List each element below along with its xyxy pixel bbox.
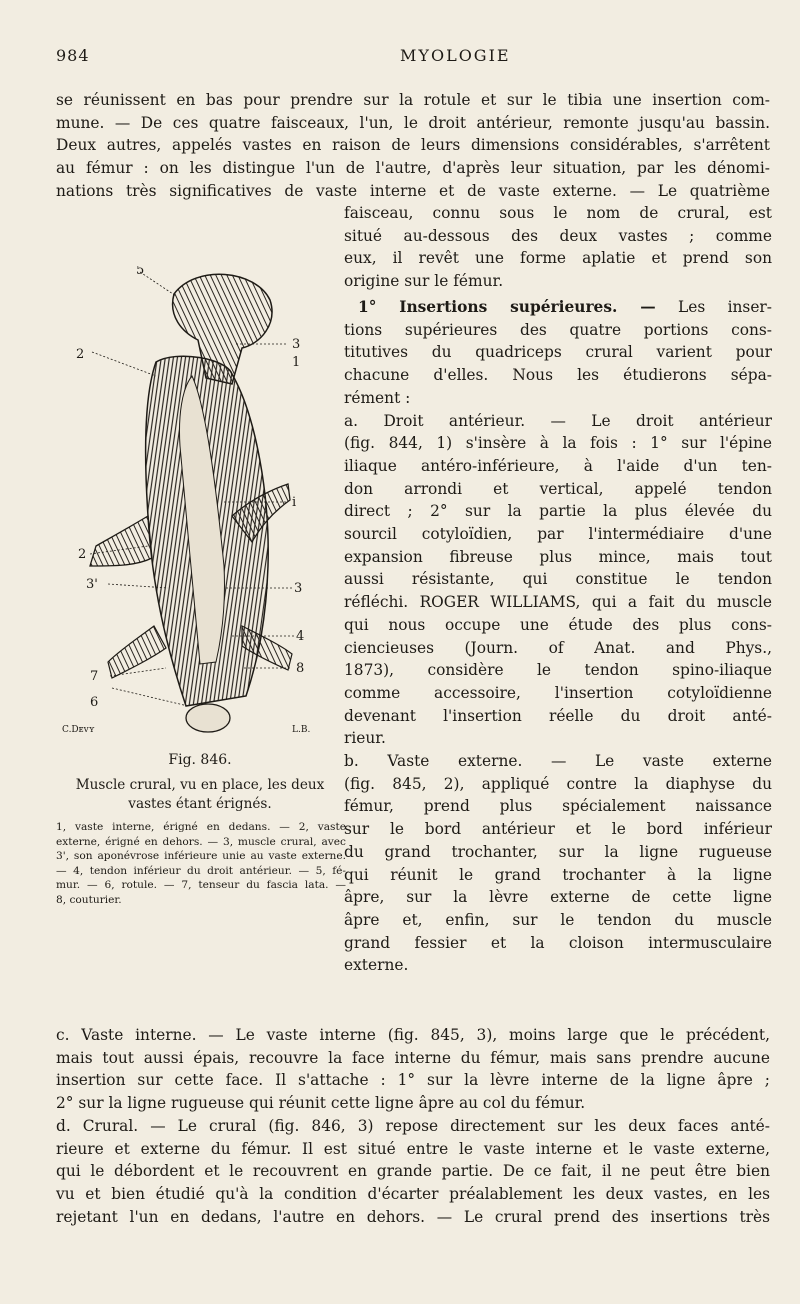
figure-label: i [292,495,297,510]
text-line: expansion fibreuse plus mince, mais tout [344,547,772,566]
text-line: ciencieuses (Journ. of Anat. and Phys., [344,638,772,657]
text-line: au fémur : on les distingue l'un de l'autre, d'après leur situation, par les dénomi- [56,159,770,178]
engraver-signature: L.B. [292,725,311,735]
text-line: chacune d'elles. Nous les étudierons sépa- [344,366,772,385]
text-line: aussi résistante, qui constitue le tendon [344,570,772,589]
text-line: qui nous occupe une étude des plus cons- [344,615,772,634]
figure-label: 1 [292,355,301,370]
text-line: rément : [344,388,411,407]
legend-line: 3', son aponévrose inférieure unie au vaste externe. [56,850,346,863]
right-column-text-a [344,202,772,293]
text-line: (fig. 845, 2), appliqué contre la diaphyse du [344,774,772,793]
text-line: tions supérieures des quatre portions cons- [344,320,772,339]
text-line: eux, il revêt une forme aplatie et prend son [344,249,772,268]
text-line: sur le bord antérieur et le bord inférieur [344,820,772,839]
text-line: insertion sur cette face. Il s'attache : 1° sur la lèvre interne de la ligne âpre ; [56,1071,770,1090]
page-number: 984 [56,46,90,65]
text-line: a. Droit antérieur. — Le droit antérieur [344,411,772,430]
text-line: don arrondi et vertical, appelé tendon [344,479,772,498]
text-line: grand fessier et la cloison intermusculaire [344,933,772,952]
caption-line: Muscle crural, vu en place, les deux [75,777,325,793]
full-width-text [56,1024,770,1228]
right-column-text-b [344,296,772,977]
text-line: externe. [344,956,409,975]
text-line: (fig. 844, 1) s'insère à la fois : 1° sur l'épine [344,434,772,453]
legend-line: externe, érigné en dehors. — 3, muscle crural, avec [56,835,346,848]
text-line: nations très significatives de vaste interne et de vaste externe. — Le quatrième [56,181,770,200]
thigh-muscle-illustration [56,266,346,736]
caption-line: vastes étant érignés. [128,796,272,812]
text-line: comme accessoire, l'insertion cotyloïdienne [344,683,772,702]
text-line: origine sur le fémur. [344,272,504,291]
text-line: mais tout aussi épais, recouvre la face interne du fémur, mais sans prendre aucune [56,1048,770,1067]
text-line: c. Vaste interne. — Le vaste interne (fig. 845, 3), moins large que le précédent, [56,1026,770,1044]
text-line: devenant l'insertion réelle du droit anté- [344,706,772,725]
figure-label: 2 [78,547,87,562]
text-line: 1873), considère le tendon spino-iliaque [344,661,772,680]
text-line: rieure et externe du fémur. Il est situé entre le vaste interne et le vaste externe, [56,1139,770,1158]
figure-caption [56,776,344,814]
text-line: qui le débordent et le recouvrent en grande partie. De ce fait, il ne peut être bien [56,1162,770,1181]
text-line: rieur. [344,729,386,748]
anatomical-figure [56,266,346,736]
text-line: faisceau, connu sous le nom de crural, est [344,204,772,222]
vaste-externe-flap [90,516,152,566]
text-line: mune. — De ces quatre faisceaux, l'un, le droit antérieur, remonte jusqu'au bassin. [56,113,770,132]
text-line: se réunissent en bas pour prendre sur la rotule et sur le tibia une insertion com- [56,91,770,109]
text-line: iliaque antéro-inférieure, à l'aide d'un ten- [344,456,772,475]
running-title: MYOLOGIE [400,46,511,65]
figure-label: 4 [296,629,305,644]
section-heading: 1° Insertions supérieures. — [358,298,656,316]
figure-label: 3 [294,581,303,596]
text-line: situé au-dessous des deux vastes ; comme [344,226,772,245]
figure-label: 5 [136,266,145,278]
text-line: vu et bien étudié qu'à la condition d'écarter préalablement les deux vastes, en les [56,1184,770,1203]
text-line: âpre et, enfin, sur le tendon du muscle [344,910,772,929]
page-header [56,46,772,72]
figure-label: 3' [86,577,98,592]
figure-legend [56,820,346,908]
text-line: du grand trochanter, sur la ligne rugueuse [344,842,772,861]
text-line: direct ; 2° sur la partie la plus élevée du [344,502,772,521]
legend-line: 1, vaste interne, érigné en dedans. — 2, vaste [56,821,346,833]
figure-number: Fig. 846. [168,752,232,768]
engraver-signature: C.Dᴇᴠʏ [62,725,95,735]
legend-line: — 4, tendon inférieur du droit antérieur. — 5, fé- [56,864,346,877]
figure-label: 3 [292,337,301,352]
text-line: réfléchi. ROGER WILLIAMS, qui a fait du muscle [344,593,772,612]
text-line: qui réunit le grand trochanter à la ligne [344,865,772,884]
text-line: âpre, sur la lèvre externe de cette ligne [344,888,772,907]
text-line: titutives du quadriceps crural varient pour [344,343,772,362]
text-line: fémur, prend plus spécialement naissance [344,797,772,816]
figure-label: 7 [90,669,99,684]
text-line: b. Vaste externe. — Le vaste externe [344,752,772,771]
text-line: rejetant l'un en dedans, l'autre en dehors. — Le crural prend des insertions très [56,1207,770,1226]
text-line: sourcil cotyloïdien, par l'intermédiaire d'une [344,525,772,544]
legend-line: mur. — 6, rotule. — 7, tenseur du fascia lata. — [56,879,346,892]
figure-label: 6 [90,695,99,710]
figure-label: 8 [296,661,305,676]
legend-line: 8, couturier. [56,893,122,906]
text-line: 2° sur la ligne rugueuse qui réunit cette ligne âpre au col du fémur. [56,1094,586,1113]
text-line: Deux autres, appelés vastes en raison de leurs dimensions considérables, s'arrêtent [56,136,770,155]
patella [186,704,230,732]
lower-flap-left [108,626,166,678]
figure-label: 2 [76,347,85,362]
text-line: 1° Insertions supérieures. — Les inser- [358,298,772,316]
intro-paragraph [56,89,770,203]
text-line: d. Crural. — Le crural (fig. 846, 3) repose directement sur les deux faces anté- [56,1116,770,1135]
